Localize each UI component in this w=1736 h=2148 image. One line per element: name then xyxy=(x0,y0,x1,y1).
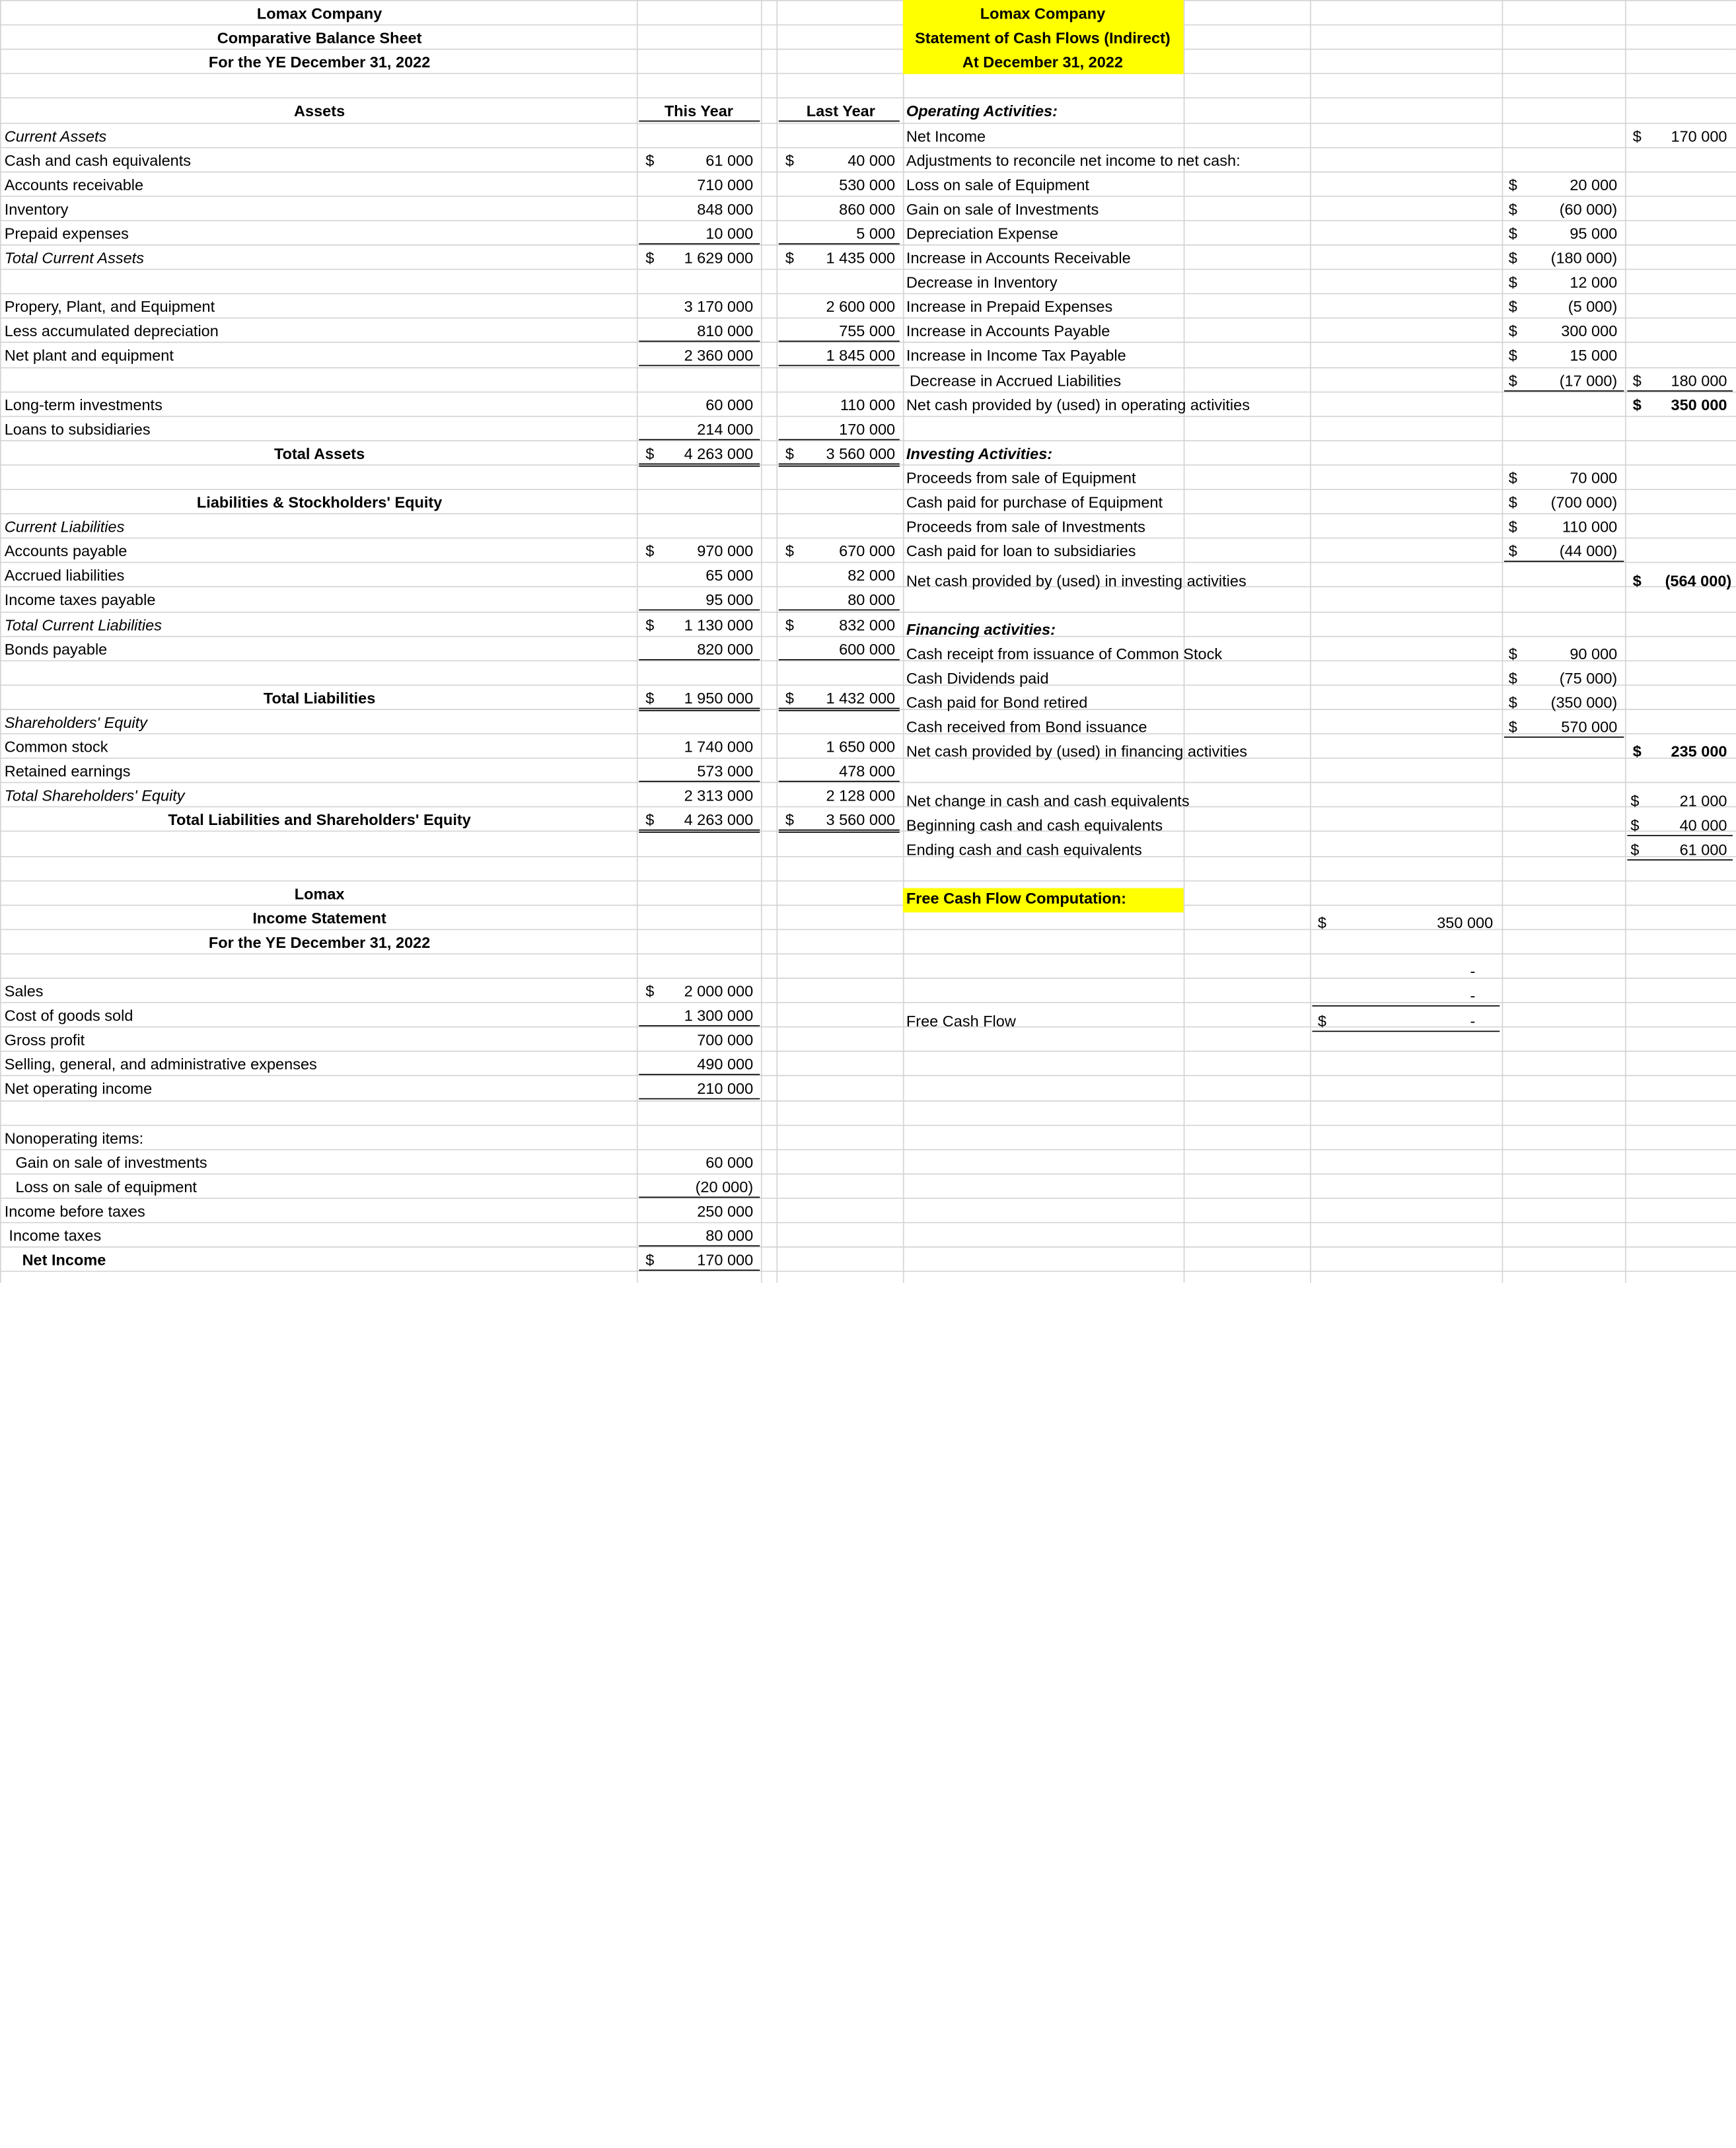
is-row-label: Gain on sale of investments xyxy=(15,1153,207,1171)
is-row-label: Selling, general, and administrative expenses xyxy=(4,1055,317,1073)
cf-financing-item-label: Cash Dividends paid xyxy=(906,669,1049,687)
is-value: 2 000 000 xyxy=(684,982,754,1000)
bs-row-label: Liabilities & Stockholders' Equity xyxy=(196,493,443,511)
cf-operating-item-value: (180 000) xyxy=(1550,248,1618,267)
bs-this-year-value: 65 000 xyxy=(705,566,754,585)
bs-underline xyxy=(779,781,900,782)
bs-last-year-value: 670 000 xyxy=(839,542,896,560)
bs-last-year-value: 860 000 xyxy=(839,199,896,218)
balance-sheet-period: For the YE December 31, 2022 xyxy=(208,53,431,71)
bs-last-year-value: 80 000 xyxy=(848,591,896,609)
is-value: 210 000 xyxy=(697,1079,754,1098)
bs-this-year-value: 1 130 000 xyxy=(684,615,754,633)
bs-underline xyxy=(779,707,900,709)
bs-dollar-sign: $ xyxy=(645,810,655,829)
bs-last-year-value: 600 000 xyxy=(839,639,896,658)
bs-last-year-value: 3 560 000 xyxy=(826,444,896,462)
last-year-header-underline xyxy=(779,121,900,122)
cf-ending: 61 000 xyxy=(1679,840,1727,859)
bs-dollar-sign: $ xyxy=(645,151,655,169)
bs-row-label: Income taxes payable xyxy=(4,591,156,609)
bs-row-label: Retained earnings xyxy=(4,762,131,780)
bs-underline xyxy=(639,243,760,244)
bs-row-label: Total Current Liabilities xyxy=(4,615,162,633)
bs-last-year-value: 82 000 xyxy=(848,566,896,585)
bs-last-year-value: 530 000 xyxy=(839,175,896,194)
is-value: 80 000 xyxy=(705,1226,754,1244)
cf-operating-item-value: 300 000 xyxy=(1561,322,1618,340)
bs-dollar-sign: $ xyxy=(645,615,655,633)
cf-dollar-sign: $ xyxy=(1630,840,1640,859)
cf-operating-item-value: 95 000 xyxy=(1570,224,1618,242)
bs-underline xyxy=(779,463,900,464)
cf-financing-item-value: (75 000) xyxy=(1559,669,1618,687)
bs-underline xyxy=(779,243,900,244)
is-row-label: Cost of goods sold xyxy=(4,1006,133,1024)
bs-row-label: Accrued liabilities xyxy=(4,566,125,585)
col-last-year: Last Year xyxy=(806,102,875,120)
is-row-label: Gross profit xyxy=(4,1030,85,1049)
bs-dollar-sign: $ xyxy=(785,810,794,829)
bs-underline xyxy=(639,830,760,831)
bs-dollar-sign: $ xyxy=(645,542,655,560)
bs-row-label: Net plant and equipment xyxy=(4,346,174,365)
cf-dollar-sign: $ xyxy=(1632,395,1642,413)
fcf-total-underline xyxy=(1312,1030,1500,1032)
cf-operating-total: 350 000 xyxy=(1671,395,1727,413)
bs-this-year-value: 1 740 000 xyxy=(684,737,754,756)
is-row-label: Sales xyxy=(4,982,44,1000)
cf-dollar-sign: $ xyxy=(1632,126,1642,145)
cash-flow-company: Lomax Company xyxy=(980,4,1106,22)
bs-this-year-value: 573 000 xyxy=(697,762,754,780)
cf-dollar-sign: $ xyxy=(1508,322,1517,340)
cf-operating-item-label: Depreciation Expense xyxy=(906,224,1058,242)
cf-adjustments-total: 180 000 xyxy=(1671,371,1727,389)
bs-row-label: Current Liabilities xyxy=(4,517,125,536)
cf-operating-item-label: Decrease in Inventory xyxy=(906,273,1058,291)
cf-investing-item-label: Proceeds from sale of Investments xyxy=(906,517,1145,536)
assets-heading: Assets xyxy=(294,102,345,120)
bs-this-year-value: 3 170 000 xyxy=(684,297,754,316)
is-value: 60 000 xyxy=(705,1153,754,1171)
bs-this-year-value: 214 000 xyxy=(697,419,754,438)
bs-double-underline xyxy=(779,466,900,467)
is-row-label: Income taxes xyxy=(9,1226,102,1244)
cf-ending-underline xyxy=(1627,859,1733,861)
bs-this-year-value: 810 000 xyxy=(697,322,754,340)
cf-adjustments-underline xyxy=(1504,390,1624,391)
bs-row-label: Total Liabilities and Shareholders' Equity xyxy=(168,810,471,829)
bs-underline xyxy=(639,610,760,611)
cf-financing-underline xyxy=(1504,737,1624,738)
is-underline xyxy=(639,1098,760,1100)
cf-adjustments-total-underline xyxy=(1627,390,1733,391)
bs-this-year-value: 848 000 xyxy=(697,199,754,218)
cf-net-change: 21 000 xyxy=(1679,791,1727,810)
investing-heading: Investing Activities: xyxy=(906,444,1053,462)
free-cash-flow-heading: Free Cash Flow Computation: xyxy=(906,889,1126,908)
operating-heading: Operating Activities: xyxy=(906,102,1058,120)
cf-investing-item-label: Proceeds from sale of Equipment xyxy=(906,468,1136,487)
cf-investing-item-label: Cash paid for purchase of Equipment xyxy=(906,493,1163,511)
bs-row-label: Prepaid expenses xyxy=(4,224,129,242)
cf-beginning-label: Beginning cash and cash equivalents xyxy=(906,816,1163,834)
is-value: 1 300 000 xyxy=(684,1006,754,1024)
cf-dollar-sign: $ xyxy=(1508,175,1517,194)
fcf-total-dollar-sign: $ xyxy=(1317,1011,1326,1030)
bs-double-underline xyxy=(779,710,900,711)
bs-last-year-value: 110 000 xyxy=(840,395,896,413)
bs-last-year-value: 1 432 000 xyxy=(826,688,896,707)
bs-dollar-sign: $ xyxy=(785,542,794,560)
bs-underline xyxy=(639,659,760,660)
is-underline xyxy=(639,1245,760,1246)
bs-this-year-value: 4 263 000 xyxy=(684,810,754,829)
bs-row-label: Bonds payable xyxy=(4,639,108,658)
bs-last-year-value: 5 000 xyxy=(856,224,896,242)
cf-dollar-sign: $ xyxy=(1508,248,1517,267)
is-row-label: Income before taxes xyxy=(4,1201,145,1220)
cf-dollar-sign: $ xyxy=(1508,371,1517,389)
bs-last-year-value: 832 000 xyxy=(839,615,896,633)
bs-underline xyxy=(639,707,760,709)
cf-investing-item-label: Cash paid for loan to subsidiaries xyxy=(906,542,1136,560)
cf-dollar-sign: $ xyxy=(1508,273,1517,291)
is-underline xyxy=(639,1074,760,1075)
cf-operating-item-value: (5 000) xyxy=(1568,297,1618,316)
cf-dollar-sign: $ xyxy=(1508,297,1517,316)
bs-this-year-value: 710 000 xyxy=(697,175,754,194)
is-underline xyxy=(639,1270,760,1271)
cf-financing-item-label: Cash paid for Bond retired xyxy=(906,694,1088,712)
cf-dollar-sign: $ xyxy=(1508,694,1517,712)
bs-dollar-sign: $ xyxy=(645,688,655,707)
is-dollar-sign: $ xyxy=(645,982,655,1000)
bs-dollar-sign: $ xyxy=(785,688,794,707)
cf-investing-item-value: 110 000 xyxy=(1562,517,1618,536)
cf-financing-total: 235 000 xyxy=(1671,742,1727,760)
cf-dollar-sign: $ xyxy=(1508,645,1517,662)
cf-operating-item-value: 12 000 xyxy=(1570,273,1618,291)
bs-last-year-value: 1 650 000 xyxy=(826,737,896,756)
bs-this-year-value: 4 263 000 xyxy=(684,444,754,462)
income-statement-period: For the YE December 31, 2022 xyxy=(208,933,431,951)
bs-row-label: Total Assets xyxy=(273,444,365,462)
cf-operating-item-label: Increase in Income Tax Payable xyxy=(906,346,1126,365)
is-row-label: Loss on sale of equipment xyxy=(15,1177,197,1196)
bs-dollar-sign: $ xyxy=(785,151,794,169)
cf-operating-item-label: Increase in Prepaid Expenses xyxy=(906,297,1113,316)
bs-row-label: Total Current Assets xyxy=(4,248,144,267)
bs-underline xyxy=(639,439,760,440)
cf-dollar-sign: $ xyxy=(1508,493,1517,511)
cash-flow-title: Statement of Cash Flows (Indirect) xyxy=(915,28,1171,47)
cf-financing-item-label: Cash received from Bond issuance xyxy=(906,718,1147,736)
bs-this-year-value: 2 360 000 xyxy=(684,346,754,365)
cf-dollar-sign: $ xyxy=(1508,669,1517,687)
cf-operating-item-label: Decrease in Accrued Liabilities xyxy=(909,371,1122,389)
cf-operating-item-value: 15 000 xyxy=(1570,346,1618,365)
bs-this-year-value: 1 629 000 xyxy=(684,248,754,267)
bs-row-label: Inventory xyxy=(4,199,69,218)
fcf-row3-value: - xyxy=(1470,987,1476,1005)
cf-dollar-sign: $ xyxy=(1508,542,1517,560)
cf-operating-item-label: Gain on sale of Investments xyxy=(906,199,1099,218)
bs-underline xyxy=(779,341,900,342)
bs-underline xyxy=(639,341,760,342)
cf-investing-item-value: 70 000 xyxy=(1570,468,1618,487)
bs-underline xyxy=(779,439,900,440)
bs-this-year-value: 10 000 xyxy=(705,224,754,242)
cf-dollar-sign: $ xyxy=(1508,346,1517,365)
is-row-label: Nonoperating items: xyxy=(4,1128,144,1147)
bs-row-label: Total Liabilities xyxy=(263,688,376,707)
bs-last-year-value: 2 128 000 xyxy=(826,786,896,805)
is-row-label: Net Income xyxy=(22,1250,106,1269)
bs-double-underline xyxy=(639,466,760,467)
cf-operating-item-label: Loss on sale of Equipment xyxy=(906,175,1089,194)
current-assets-label: Current Assets xyxy=(4,126,107,145)
fcf-underline xyxy=(1312,1006,1500,1007)
cf-investing-underline xyxy=(1504,561,1624,562)
bs-last-year-value: 170 000 xyxy=(839,419,896,438)
bs-double-underline xyxy=(779,832,900,834)
is-value: (20 000) xyxy=(695,1177,754,1196)
bs-last-year-value: 1 435 000 xyxy=(826,248,896,267)
cf-operating-item-value: 20 000 xyxy=(1570,175,1618,194)
cf-dollar-sign: $ xyxy=(1508,199,1517,218)
bs-last-year-value: 2 600 000 xyxy=(826,297,896,316)
cf-net-income-value: 170 000 xyxy=(1671,126,1727,145)
cf-dollar-sign: $ xyxy=(1632,571,1642,589)
cf-investing-item-value: (44 000) xyxy=(1559,542,1618,560)
fcf-operating-cash: 350 000 xyxy=(1437,913,1494,932)
cf-operating-item-label: Increase in Accounts Receivable xyxy=(906,248,1131,267)
bs-row-label: Cash and cash equivalents xyxy=(4,151,192,169)
cf-dollar-sign: $ xyxy=(1508,224,1517,242)
bs-row-label: Long-term investments xyxy=(4,395,163,413)
fcf-total-value: - xyxy=(1470,1011,1476,1030)
financing-heading: Financing activities: xyxy=(906,620,1056,638)
bs-row-label: Accounts receivable xyxy=(4,175,144,194)
bs-dollar-sign: $ xyxy=(645,248,655,267)
income-statement-company: Lomax xyxy=(294,884,345,902)
cf-operating-item-label: Increase in Accounts Payable xyxy=(906,322,1110,340)
fcf-dollar-sign: $ xyxy=(1317,913,1326,932)
balance-sheet-title: Comparative Balance Sheet xyxy=(217,28,422,47)
bs-dollar-sign: $ xyxy=(785,248,794,267)
bs-dollar-sign: $ xyxy=(785,615,794,633)
cf-beginning-underline xyxy=(1627,835,1733,836)
cf-net-change-label: Net change in cash and cash equivalents xyxy=(906,791,1190,810)
cash-flow-period: At December 31, 2022 xyxy=(962,53,1123,71)
bs-last-year-value: 3 560 000 xyxy=(826,810,896,829)
is-value: 170 000 xyxy=(697,1250,754,1269)
bs-this-year-value: 60 000 xyxy=(705,395,754,413)
bs-last-year-value: 478 000 xyxy=(839,762,896,780)
bs-this-year-value: 970 000 xyxy=(697,542,754,560)
bs-row-label: Total Shareholders' Equity xyxy=(4,786,185,805)
bs-dollar-sign: $ xyxy=(785,444,794,462)
bs-last-year-value: 1 845 000 xyxy=(826,346,896,365)
bs-this-year-value: 61 000 xyxy=(705,151,754,169)
cf-financing-item-value: 570 000 xyxy=(1561,718,1618,736)
bs-row-label: Less accumulated depreciation xyxy=(4,322,219,340)
cf-investing-total-label: Net cash provided by (used) in investing activities xyxy=(906,571,1247,589)
cf-financing-item-value: (350 000) xyxy=(1550,694,1618,712)
balance-sheet-company: Lomax Company xyxy=(256,4,382,22)
bs-underline xyxy=(779,610,900,611)
is-dollar-sign: $ xyxy=(645,1250,655,1269)
bs-last-year-value: 40 000 xyxy=(848,151,896,169)
bs-underline xyxy=(779,365,900,367)
fcf-label: Free Cash Flow xyxy=(906,1011,1016,1030)
bs-underline xyxy=(779,830,900,831)
bs-row-label: Propery, Plant, and Equipment xyxy=(4,297,215,316)
bs-dollar-sign: $ xyxy=(645,444,655,462)
bs-this-year-value: 2 313 000 xyxy=(684,786,754,805)
bs-last-year-value: 755 000 xyxy=(839,322,896,340)
cf-dollar-sign: $ xyxy=(1632,371,1642,389)
cf-financing-total-label: Net cash provided by (used) in financing activities xyxy=(906,742,1248,760)
is-row-label: Net operating income xyxy=(4,1079,153,1098)
cf-ending-label: Ending cash and cash equivalents xyxy=(906,840,1142,859)
bs-row-label: Common stock xyxy=(4,737,108,756)
bs-this-year-value: 820 000 xyxy=(697,639,754,658)
cf-operating-item-value: (60 000) xyxy=(1559,199,1618,218)
bs-double-underline xyxy=(639,832,760,834)
is-underline xyxy=(639,1025,760,1026)
bs-this-year-value: 95 000 xyxy=(705,591,754,609)
cf-investing-item-value: (700 000) xyxy=(1550,493,1618,511)
cf-dollar-sign: $ xyxy=(1630,816,1640,834)
bs-row-label: Shareholders' Equity xyxy=(4,713,147,731)
this-year-header-underline xyxy=(639,121,760,122)
bs-row-label: Accounts payable xyxy=(4,542,127,560)
cf-investing-total: (564 000) xyxy=(1665,571,1732,589)
cf-beginning: 40 000 xyxy=(1679,816,1727,834)
bs-underline xyxy=(779,659,900,660)
bs-row-label: Loans to subsidiaries xyxy=(4,419,151,438)
cf-dollar-sign: $ xyxy=(1632,742,1642,760)
bs-underline xyxy=(639,365,760,367)
fcf-row2-value: - xyxy=(1470,962,1476,981)
bs-underline xyxy=(639,463,760,464)
is-value: 700 000 xyxy=(697,1030,754,1049)
is-value: 250 000 xyxy=(697,1201,754,1220)
income-statement-title: Income Statement xyxy=(252,908,386,927)
is-underline xyxy=(639,1196,760,1198)
cf-net-income-label: Net Income xyxy=(906,126,986,145)
cf-operating-total-label: Net cash provided by (used) in operating activities xyxy=(906,395,1250,413)
bs-double-underline xyxy=(639,710,760,711)
cf-dollar-sign: $ xyxy=(1630,791,1640,810)
col-this-year: This Year xyxy=(664,102,733,120)
cf-dollar-sign: $ xyxy=(1508,468,1517,487)
cf-financing-item-value: 90 000 xyxy=(1570,645,1618,662)
cf-dollar-sign: $ xyxy=(1508,718,1517,736)
cf-dollar-sign: $ xyxy=(1508,517,1517,536)
cf-operating-item-value: (17 000) xyxy=(1559,371,1618,389)
cf-financing-item-label: Cash receipt from issuance of Common Stock xyxy=(906,645,1223,662)
cf-adjustments-label: Adjustments to reconcile net income to net cash: xyxy=(906,151,1241,169)
is-value: 490 000 xyxy=(697,1055,754,1073)
bs-underline xyxy=(639,781,760,782)
bs-this-year-value: 1 950 000 xyxy=(684,688,754,707)
